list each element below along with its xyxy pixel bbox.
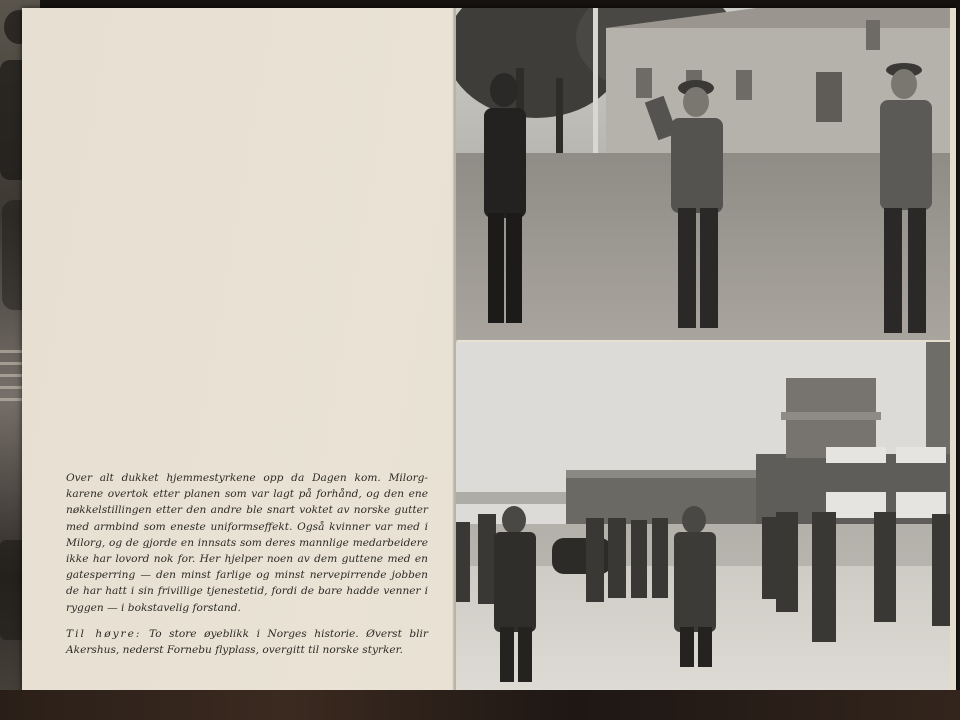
photo-akershus-surrender xyxy=(456,8,950,340)
caption-note-lead: Til høyre: xyxy=(66,627,142,640)
photo-fornebu-surrender xyxy=(456,342,950,692)
caption-note xyxy=(66,626,428,658)
caption-note-text: To store øyeblikk i Norges historie. Øverst blir Akershus, nederst Fornebu flyplass, overgitt til norske styrker. xyxy=(66,627,428,657)
caption-text xyxy=(66,470,428,658)
caption-paragraph: Over alt dukket hjemmestyrkene opp da Dagen kom. Milorg-karene overtok etter planen som var lagt på forhånd, og den ene nøkkelstillingen etter den andre ble snart voktet av norske gutter med armbind som eneste uniformseffekt. Også kvinner var med i Milorg, og de gjorde en innsats som deres mannlige medarbeidere ikke har lovord nok for. Her hjelper noen av dem guttene med en gatesperring — den minst farlige og minst nervepirrende jobben de har hatt i sin frivillige tjenestetid, fordi de bare hadde venner i ryggen — i bokstavelig forstand. xyxy=(66,472,428,614)
table-surface xyxy=(0,690,960,720)
